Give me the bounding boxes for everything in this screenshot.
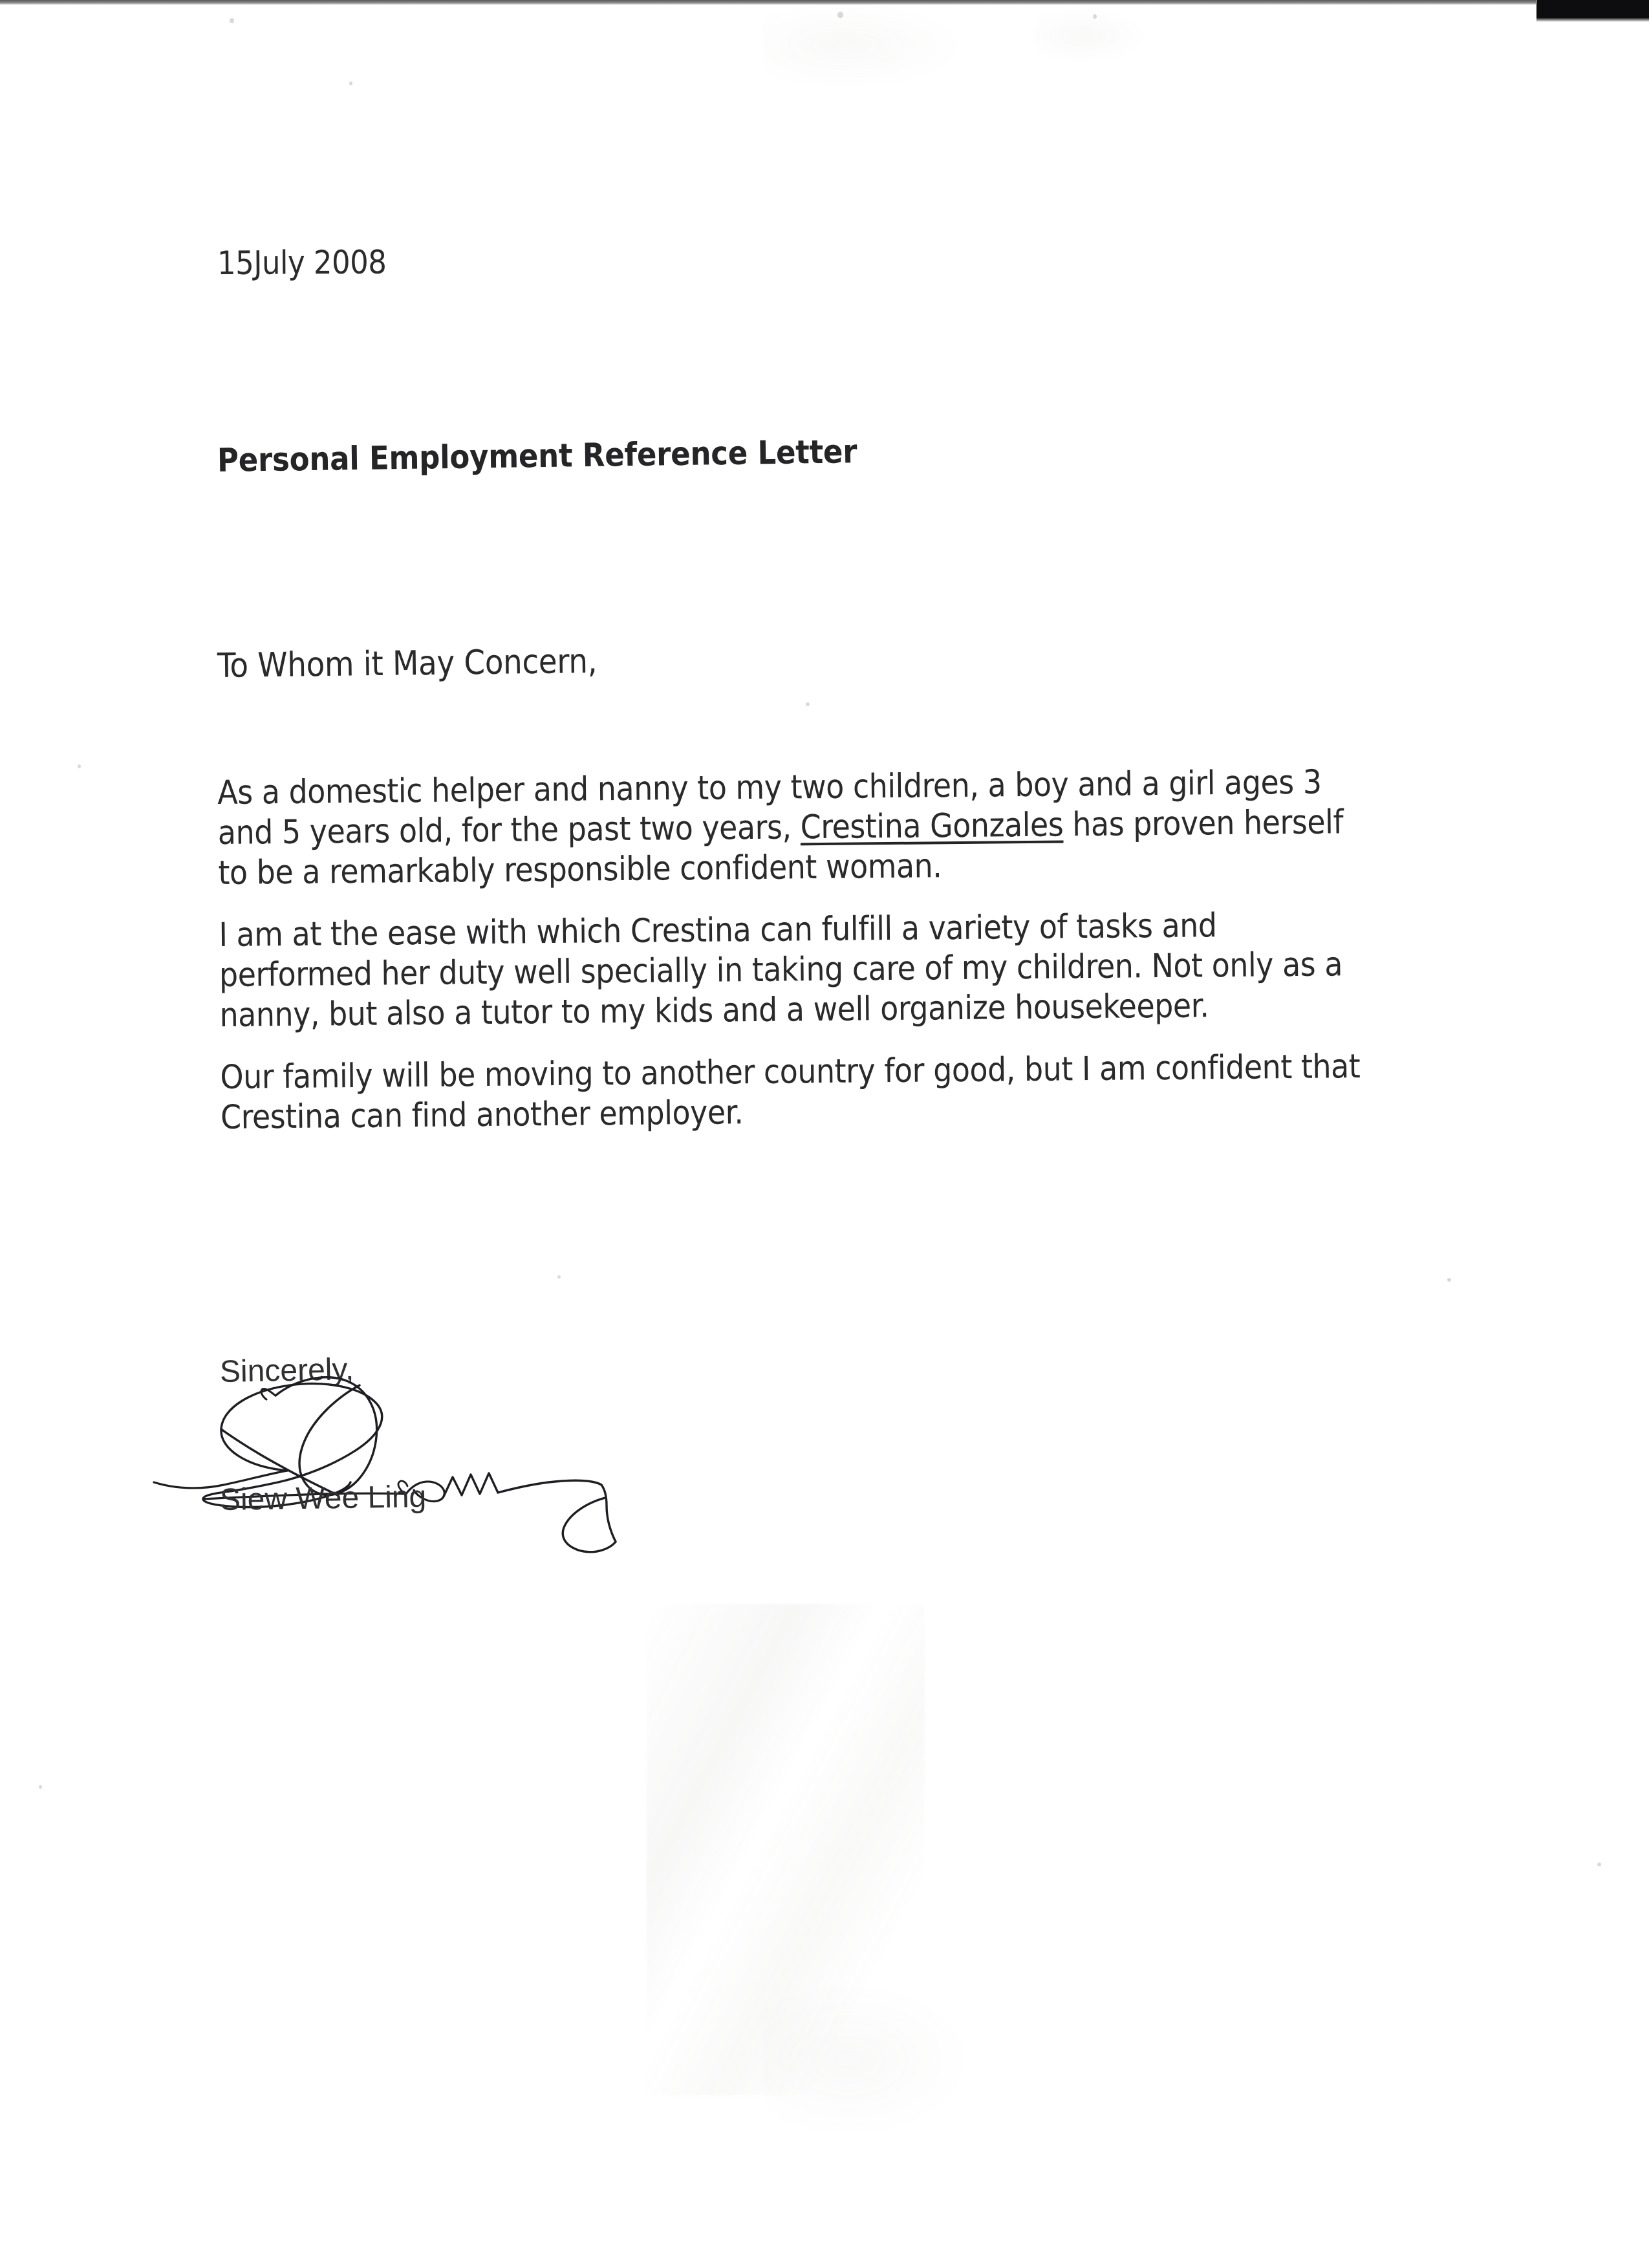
paper-smudge <box>763 0 970 91</box>
paper-speck <box>78 764 81 768</box>
body-paragraph: Our family will be moving to another country for good, but I am confident that Crestina can find another employer. <box>220 1048 1361 1137</box>
referred-person-name: Crestina Gonzales <box>800 806 1064 847</box>
paper-speck <box>1597 1863 1601 1866</box>
signer-name: Siew Wee Ling <box>219 1479 427 1517</box>
paragraph-lead-text: As a domestic helper and nanny to my two children, a boy and a girl ages 3 and 5 years old, for the past two years, <box>217 763 1322 852</box>
scan-corner-notch-artifact <box>1536 0 1649 18</box>
paper-smudge <box>763 1979 976 2141</box>
paper-speck <box>230 18 234 23</box>
letter-closing: Sincerely, <box>219 1352 354 1389</box>
paper-speck <box>837 12 843 18</box>
body-paragraph <box>217 762 1376 894</box>
paper-speck <box>39 1785 42 1789</box>
paper-speck <box>557 1275 561 1279</box>
paper-speck <box>1093 14 1097 19</box>
page-title: Personal Employment Reference Letter <box>217 433 857 479</box>
letter-body <box>217 762 1378 1138</box>
paragraph-tail-text: has proven herself to be a remarkably responsible confident woman. <box>218 803 1344 892</box>
letter-date: 15July 2008 <box>217 243 387 282</box>
paper-smudge <box>647 1604 925 2095</box>
paper-speck <box>806 702 810 706</box>
letter-salutation: To Whom it May Concern, <box>217 642 598 686</box>
paper-speck <box>1447 1278 1451 1282</box>
paper-speck <box>349 81 352 85</box>
scan-top-edge-artifact <box>0 0 1536 5</box>
body-paragraph: I am at the ease with which Crestina can fulfill a variety of tasks and performed her duty well specially in taking care of my children. Not only as a nanny, but also a tutor to my kids and a well organize housekeeper. <box>219 907 1343 1035</box>
